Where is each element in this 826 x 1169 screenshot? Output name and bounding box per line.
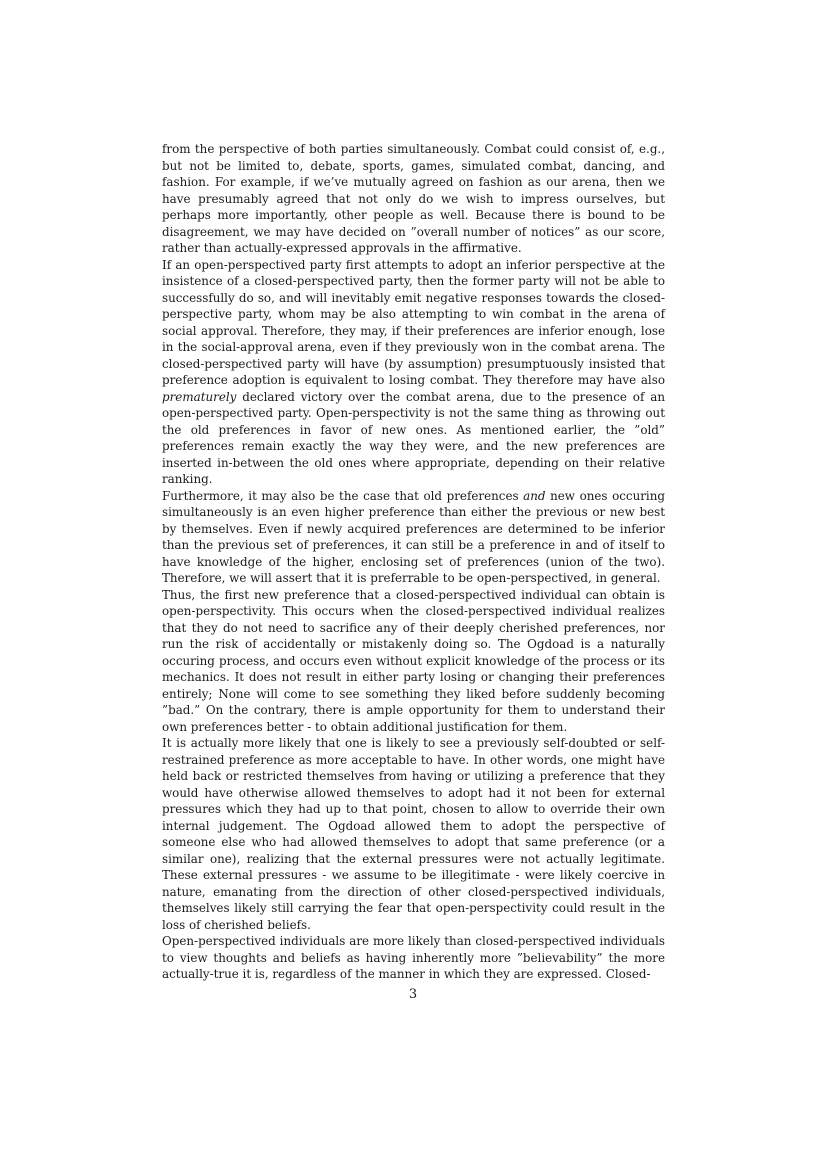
paragraph-text: new ones occuring simultaneously is an even higher preference than either the previous or new best by themselves. Even if newly acquired preferences are determined to be inferior than the previous set of preferences, it can still be a preference in and of itself to have knowledge of the higher, enclosing set of preferences (union of the two). Therefore, we will assert that it is preferrable to be open-perspectived, in general. [162, 488, 666, 585]
paragraph-text: Open-perspectived individuals are more likely than closed-perspectived individuals to view thoughts and beliefs as having inherently more ”believability” the more actually-true it is, regardless of the manner in which they are expressed. Closed- [162, 934, 665, 981]
paragraph-text: It is actually more likely that one is likely to see a previously self-doubted or self-restrained preference as more acceptable to have. In other words, one might have held back or restricted themselves from having or utilizing a preference that they would have otherwise allowed themselves to adopt had it not been for external pressures which they had up to that point, chosen to allow to override their own internal judgement. The Ogdoad allowed them to adopt the perspective of someone else who had allowed themselves to adopt that same preference (or a similar one), realizing that the external pressures were not actually legitimate. These external pressures - we assume to be illegitimate - were likely coercive in nature, emanating from the direction of other closed-perspectived individuals, themselves likely still carrying the fear that open-perspectivity could result in the loss of cherished beliefs. [162, 736, 665, 932]
paragraph-text: declared victory over the combat arena, due to the presence of an open-perspectived party. Open-perspectivity is not the same thing as throwing out the old preferences in favor of new ones. As mentioned earlier, the ”old” preferences remain exactly the way they were, and the new preferences are inserted in-between the old ones where appropriate, depending on their relative ranking. [162, 389, 665, 486]
paragraph [162, 933, 665, 983]
paragraph [162, 587, 665, 736]
paragraph-text: from the perspective of both parties simultaneously. Combat could consist of, e.g., but not be limited to, debate, sports, games, simulated combat, dancing, and fashion. For example, if we’ve mutually agreed on fashion as our arena, then we have presumably agreed that not only do we wish to impress ourselves, but perhaps more importantly, other people as well. Because there is bound to be disagreement, we may have decided on ”overall number of notices” as our score, rather than actually-expressed approvals in the affirmative. [162, 142, 665, 255]
emphasis-text: and [523, 488, 546, 503]
emphasis-text: prematurely [162, 389, 237, 404]
paragraph [162, 141, 665, 257]
paragraph [162, 735, 665, 933]
paragraph-text: Furthermore, it may also be the case that old preferences [162, 488, 524, 503]
page-number: 3 [408, 987, 418, 1002]
paragraph-text: Thus, the first new preference that a closed-perspectived individual can obtain is open-perspectivity. This occurs when the closed-perspectived individual realizes that they do not need to sacrifice any of their deeply cherished preferences, nor run the risk of accidentally or mistakenly doing so. The Ogdoad is a naturally occuring process, and occurs even without explicit knowledge of the process or its mechanics. It does not result in either party losing or changing their preferences entirely; None will come to see something they liked before suddenly becoming ”bad.” On the contrary, there is ample opportunity for them to understand their own preferences better - to obtain additional justification for them. [162, 587, 665, 734]
paragraph-text: If an open-perspectived party first attempts to adopt an inferior perspective at the insistence of a closed-perspectived party, then the former party will not be able to successfully do so, and will inevitably emit negative responses towards the closed-perspective party, whom may be also attempting to win combat in the arena of social approval. Therefore, they may, if their preferences are inferior enough, lose in the social-approval arena, even if they previously won in the combat arena. The closed-perspectived party will have (by assumption) presumptuously insisted that preference adoption is equivalent to losing combat. They therefore may have also [162, 257, 665, 387]
paragraph [162, 257, 665, 488]
paragraph [162, 488, 665, 587]
body-text [162, 141, 665, 983]
